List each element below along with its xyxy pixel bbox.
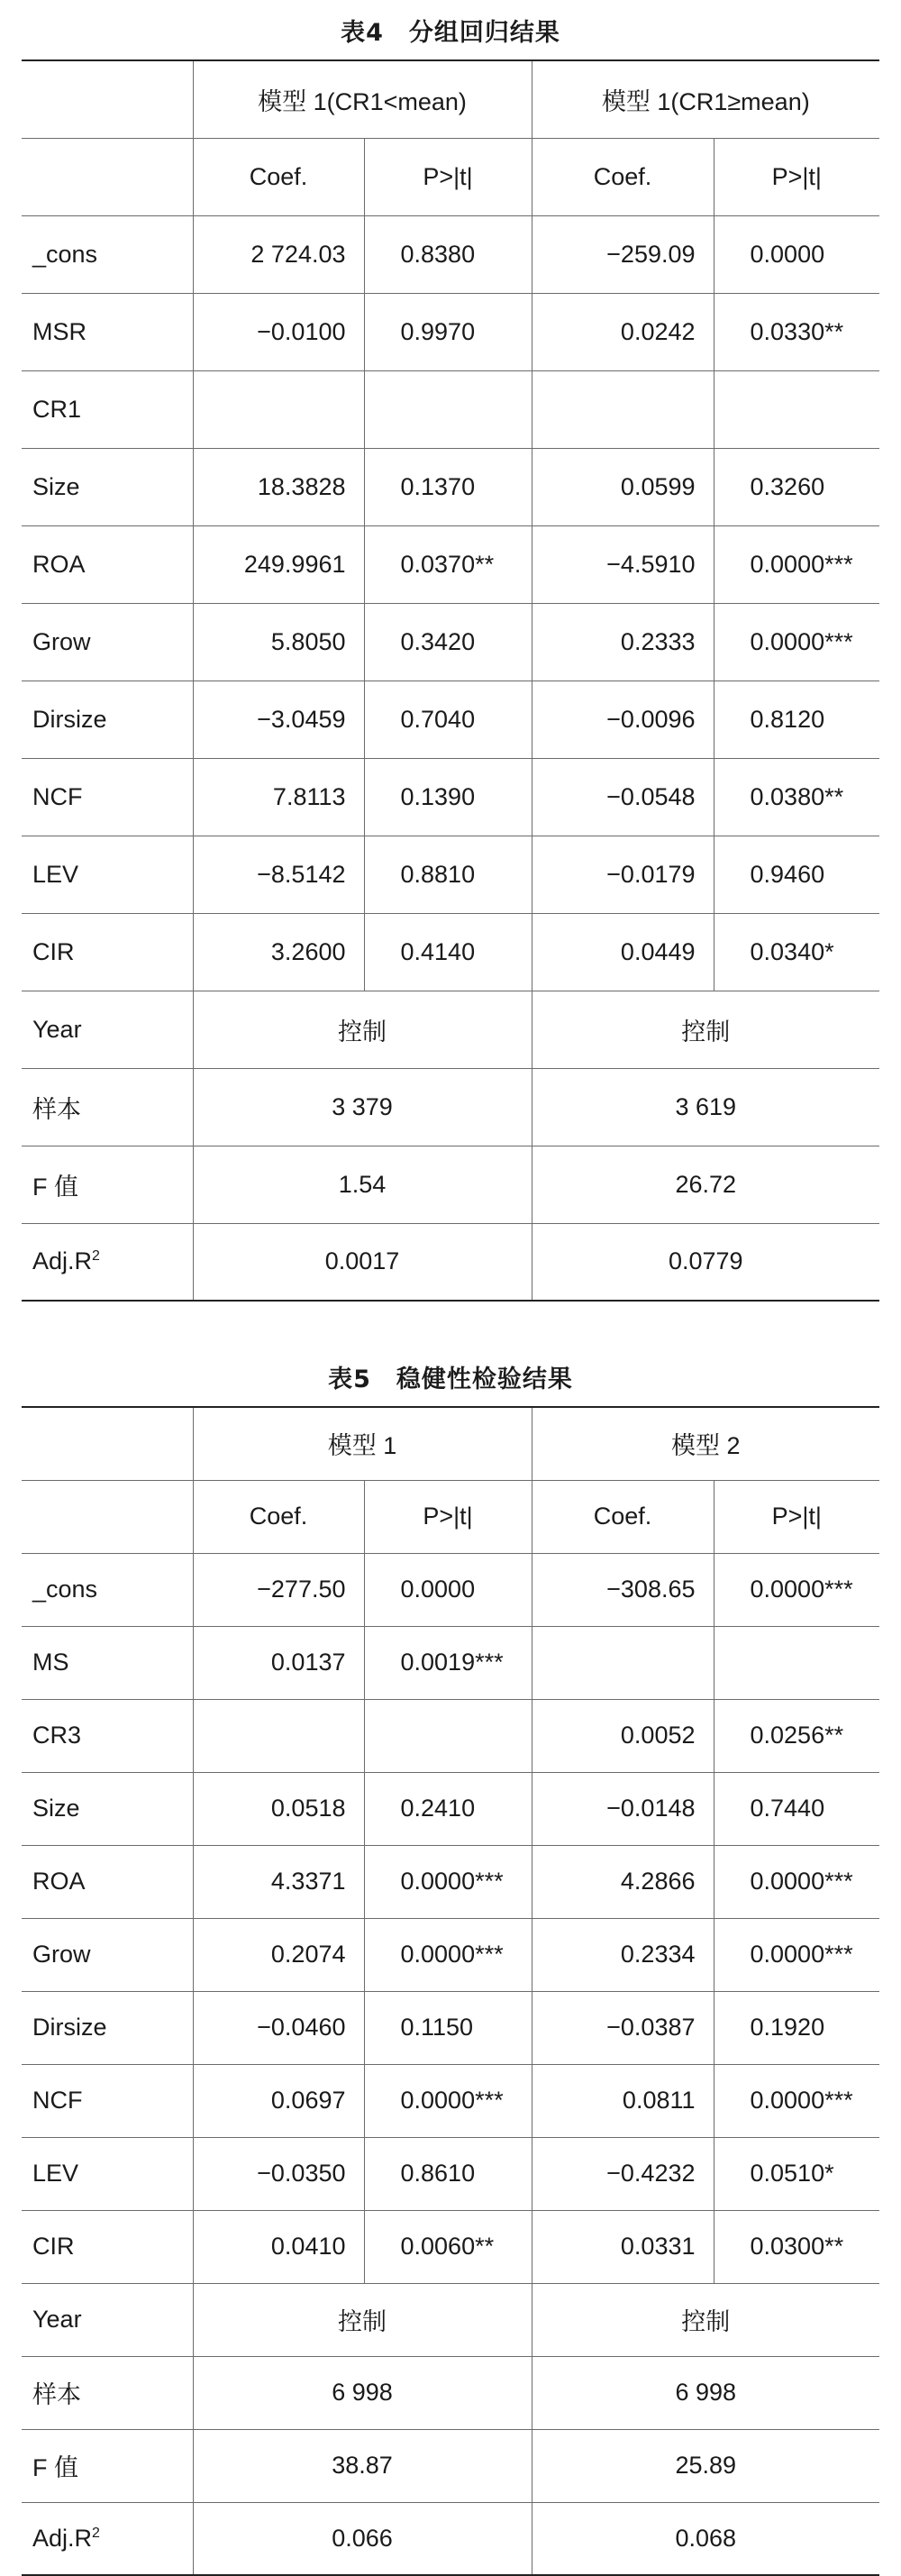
pvalue-cell: 0.0000*** xyxy=(714,525,879,603)
coef-cell: −0.0387 xyxy=(532,1991,714,2064)
coef-cell: 0.0697 xyxy=(193,2064,364,2137)
pvalue-cell: 0.1390 xyxy=(364,758,532,836)
row-label: CR3 xyxy=(22,1699,193,1772)
model2-summary-cell: 控制 xyxy=(532,2283,879,2356)
table-footer-row xyxy=(22,991,879,1068)
coef-cell: 0.2074 xyxy=(193,1918,364,1991)
coef-cell: −308.65 xyxy=(532,1553,714,1626)
table5-group-header-2: 模型 2 xyxy=(532,1407,879,1480)
row-label: 样本 xyxy=(22,1068,193,1146)
table4-group-header-2: 模型 1(CR1≥mean) xyxy=(532,60,879,138)
row-label: Size xyxy=(22,448,193,525)
row-label: MS xyxy=(22,1626,193,1699)
table-row xyxy=(22,2137,879,2210)
pvalue-cell: 0.1370 xyxy=(364,448,532,525)
row-label: NCF xyxy=(22,758,193,836)
row-label: 样本 xyxy=(22,2356,193,2429)
pvalue-cell: 0.0000 xyxy=(364,1553,532,1626)
table4-sub-header-p-2: P>|t| xyxy=(714,138,879,215)
model1-summary-cell: 38.87 xyxy=(193,2429,532,2502)
table-row xyxy=(22,1699,879,1772)
pvalue-cell: 0.8380 xyxy=(364,215,532,293)
coef-cell: 0.2333 xyxy=(532,603,714,681)
row-label: Grow xyxy=(22,1918,193,1991)
coef-cell: 0.0410 xyxy=(193,2210,364,2283)
pvalue-cell: 0.0000*** xyxy=(364,1845,532,1918)
table-footer-row xyxy=(22,2429,879,2502)
model2-summary-cell: 25.89 xyxy=(532,2429,879,2502)
table-row xyxy=(22,1553,879,1626)
coef-cell: −8.5142 xyxy=(193,836,364,913)
table5-sub-header-coef-1: Coef. xyxy=(193,1480,364,1553)
row-label: F 值 xyxy=(22,1146,193,1223)
table4-sub-header-coef-1: Coef. xyxy=(193,138,364,215)
table-row xyxy=(22,1772,879,1845)
coef-cell: −0.0148 xyxy=(532,1772,714,1845)
coef-cell: −0.4232 xyxy=(532,2137,714,2210)
table4-caption: 表4 分组回归结果 xyxy=(341,19,560,47)
coef-cell: −0.0096 xyxy=(532,681,714,758)
row-label: Dirsize xyxy=(22,681,193,758)
row-label: ROA xyxy=(22,525,193,603)
table-row xyxy=(22,370,879,448)
pvalue-cell: 0.0000*** xyxy=(714,2064,879,2137)
pvalue-cell: 0.0380** xyxy=(714,758,879,836)
table4-corner-cell xyxy=(22,60,193,138)
model2-summary-cell: 控制 xyxy=(532,991,879,1068)
coef-cell: 0.0449 xyxy=(532,913,714,991)
table5-robustness-check xyxy=(22,1406,879,2576)
table-row xyxy=(22,448,879,525)
pvalue-cell: 0.0256** xyxy=(714,1699,879,1772)
pvalue-cell: 0.8810 xyxy=(364,836,532,913)
table-row xyxy=(22,215,879,293)
model1-summary-cell: 3 379 xyxy=(193,1068,532,1146)
coef-cell: 0.0518 xyxy=(193,1772,364,1845)
pvalue-cell: 0.0370** xyxy=(364,525,532,603)
coef-cell: 5.8050 xyxy=(193,603,364,681)
table5-caption: 表5 稳健性检验结果 xyxy=(328,1366,573,1393)
adj-r2-label xyxy=(22,2502,193,2575)
coef-cell: 0.0242 xyxy=(532,293,714,370)
pvalue-cell: 0.7440 xyxy=(714,1772,879,1845)
row-label: Size xyxy=(22,1772,193,1845)
table-footer-row xyxy=(22,2356,879,2429)
table4-sub-corner-cell xyxy=(22,138,193,215)
table4-sub-header-coef-2: Coef. xyxy=(532,138,714,215)
table-row xyxy=(22,293,879,370)
row-label: Dirsize xyxy=(22,1991,193,2064)
table4-sub-header-row xyxy=(22,138,879,215)
coef-cell: 0.2334 xyxy=(532,1918,714,1991)
table-row xyxy=(22,913,879,991)
coef-cell: 4.2866 xyxy=(532,1845,714,1918)
table5-sub-header-row xyxy=(22,1480,879,1553)
coef-cell xyxy=(532,370,714,448)
adj-r-text: Adj.R xyxy=(32,1247,93,1275)
table-footer-row xyxy=(22,1068,879,1146)
table5-sub-header-p-2: P>|t| xyxy=(714,1480,879,1553)
coef-cell: −0.0548 xyxy=(532,758,714,836)
table-row xyxy=(22,1991,879,2064)
row-label: _cons xyxy=(22,1553,193,1626)
row-label: CR1 xyxy=(22,370,193,448)
coef-cell: 3.2600 xyxy=(193,913,364,991)
adj-r-text: Adj.R xyxy=(32,2524,93,2552)
coef-cell: 7.8113 xyxy=(193,758,364,836)
coef-cell: 0.0331 xyxy=(532,2210,714,2283)
table5-corner-cell xyxy=(22,1407,193,1480)
pvalue-cell: 0.0000*** xyxy=(714,1553,879,1626)
table5-group-header-row xyxy=(22,1407,879,1480)
table4-sub-header-p-1: P>|t| xyxy=(364,138,532,215)
pvalue-cell: 0.0000*** xyxy=(714,603,879,681)
coef-cell: −0.0460 xyxy=(193,1991,364,2064)
row-label: NCF xyxy=(22,2064,193,2137)
row-label: LEV xyxy=(22,836,193,913)
coef-cell: 4.3371 xyxy=(193,1845,364,1918)
pvalue-cell: 0.4140 xyxy=(364,913,532,991)
superscript-2: 2 xyxy=(92,1248,100,1265)
row-label: Grow xyxy=(22,603,193,681)
coef-cell: 249.9961 xyxy=(193,525,364,603)
table-row xyxy=(22,525,879,603)
table5-sub-corner-cell xyxy=(22,1480,193,1553)
coef-cell: −259.09 xyxy=(532,215,714,293)
table-row xyxy=(22,758,879,836)
pvalue-cell: 0.3260 xyxy=(714,448,879,525)
model1-summary-cell: 0.0017 xyxy=(193,1223,532,1301)
pvalue-cell xyxy=(364,1699,532,1772)
pvalue-cell xyxy=(714,370,879,448)
pvalue-cell: 0.0340* xyxy=(714,913,879,991)
table-row xyxy=(22,1626,879,1699)
adj-r2-label xyxy=(22,1223,193,1301)
table-row xyxy=(22,603,879,681)
row-label: Year xyxy=(22,2283,193,2356)
pvalue-cell: 0.0019*** xyxy=(364,1626,532,1699)
pvalue-cell: 0.1920 xyxy=(714,1991,879,2064)
pvalue-cell: 0.8610 xyxy=(364,2137,532,2210)
pvalue-cell: 0.0060** xyxy=(364,2210,532,2283)
coef-cell: −4.5910 xyxy=(532,525,714,603)
superscript-2: 2 xyxy=(92,2525,100,2541)
coef-cell: 0.0599 xyxy=(532,448,714,525)
row-label: ROA xyxy=(22,1845,193,1918)
coef-cell: 0.0811 xyxy=(532,2064,714,2137)
pvalue-cell: 0.0300** xyxy=(714,2210,879,2283)
model2-summary-cell: 3 619 xyxy=(532,1068,879,1146)
model1-summary-cell: 1.54 xyxy=(193,1146,532,1223)
pvalue-cell: 0.0510* xyxy=(714,2137,879,2210)
table5-group-header-1: 模型 1 xyxy=(193,1407,532,1480)
coef-cell: 2 724.03 xyxy=(193,215,364,293)
table-row xyxy=(22,836,879,913)
coef-cell: −0.0350 xyxy=(193,2137,364,2210)
pvalue-cell: 0.0000 xyxy=(714,215,879,293)
pvalue-cell: 0.7040 xyxy=(364,681,532,758)
pvalue-cell: 0.8120 xyxy=(714,681,879,758)
coef-cell: −277.50 xyxy=(193,1553,364,1626)
row-label: MSR xyxy=(22,293,193,370)
table4-group-regression xyxy=(22,59,879,1302)
table5-sub-header-p-1: P>|t| xyxy=(364,1480,532,1553)
model2-summary-cell: 26.72 xyxy=(532,1146,879,1223)
pvalue-cell: 0.0000*** xyxy=(714,1845,879,1918)
table-footer-row xyxy=(22,2502,879,2575)
row-label: Year xyxy=(22,991,193,1068)
model1-summary-cell: 控制 xyxy=(193,2283,532,2356)
table-footer-row xyxy=(22,1223,879,1301)
coef-cell: −3.0459 xyxy=(193,681,364,758)
table-row xyxy=(22,1845,879,1918)
model1-summary-cell: 0.066 xyxy=(193,2502,532,2575)
model1-summary-cell: 6 998 xyxy=(193,2356,532,2429)
table-row xyxy=(22,2064,879,2137)
row-label: CIR xyxy=(22,913,193,991)
coef-cell: −0.0100 xyxy=(193,293,364,370)
table-row xyxy=(22,1918,879,1991)
coef-cell: 0.0137 xyxy=(193,1626,364,1699)
table4-group-header-1: 模型 1(CR1<mean) xyxy=(193,60,532,138)
pvalue-cell: 0.9970 xyxy=(364,293,532,370)
pvalue-cell: 0.0000*** xyxy=(364,2064,532,2137)
table-footer-row xyxy=(22,1146,879,1223)
pvalue-cell: 0.1150 xyxy=(364,1991,532,2064)
pvalue-cell xyxy=(714,1626,879,1699)
pvalue-cell: 0.3420 xyxy=(364,603,532,681)
row-label: F 值 xyxy=(22,2429,193,2502)
table4-group-header-row xyxy=(22,60,879,138)
coef-cell: −0.0179 xyxy=(532,836,714,913)
row-label: _cons xyxy=(22,215,193,293)
model2-summary-cell: 0.0779 xyxy=(532,1223,879,1301)
pvalue-cell: 0.0000*** xyxy=(714,1918,879,1991)
pvalue-cell: 0.0000*** xyxy=(364,1918,532,1991)
table-footer-row xyxy=(22,2283,879,2356)
model1-summary-cell: 控制 xyxy=(193,991,532,1068)
coef-cell xyxy=(193,370,364,448)
pvalue-cell: 0.2410 xyxy=(364,1772,532,1845)
model2-summary-cell: 0.068 xyxy=(532,2502,879,2575)
pvalue-cell: 0.9460 xyxy=(714,836,879,913)
model2-summary-cell: 6 998 xyxy=(532,2356,879,2429)
pvalue-cell: 0.0330** xyxy=(714,293,879,370)
table5-sub-header-coef-2: Coef. xyxy=(532,1480,714,1553)
row-label: LEV xyxy=(22,2137,193,2210)
coef-cell: 0.0052 xyxy=(532,1699,714,1772)
coef-cell xyxy=(193,1699,364,1772)
pvalue-cell xyxy=(364,370,532,448)
table-row xyxy=(22,2210,879,2283)
coef-cell xyxy=(532,1626,714,1699)
row-label: CIR xyxy=(22,2210,193,2283)
table-row xyxy=(22,681,879,758)
coef-cell: 18.3828 xyxy=(193,448,364,525)
